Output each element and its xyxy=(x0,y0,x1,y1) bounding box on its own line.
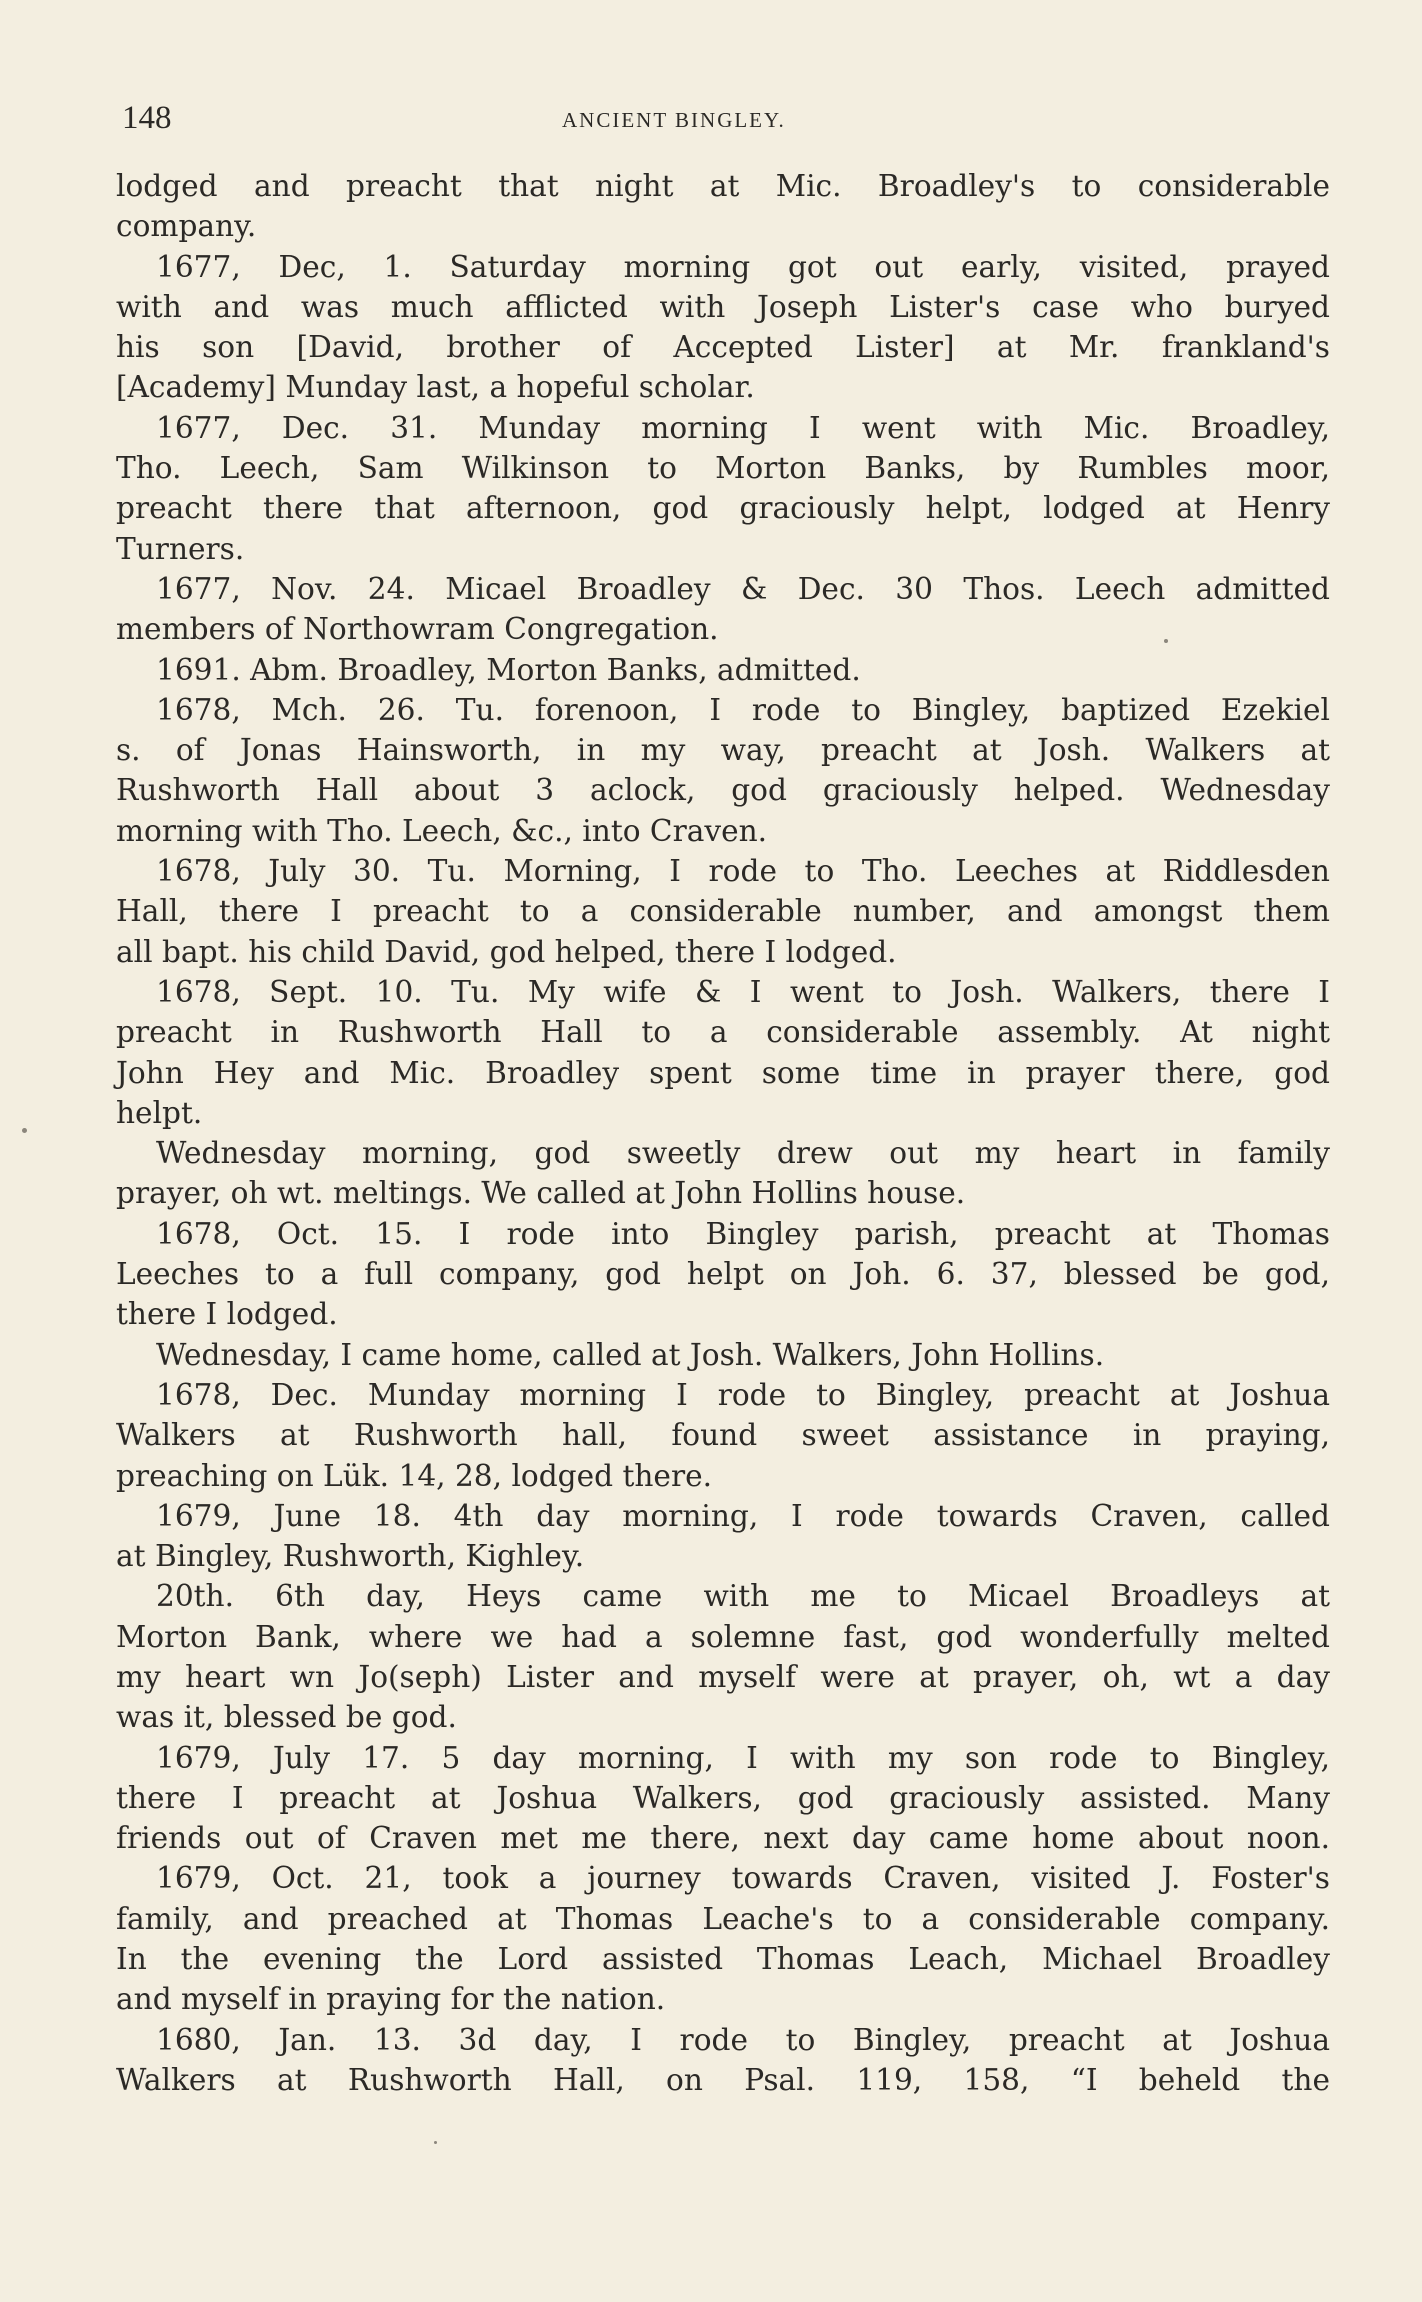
text-line: 1679, Oct. 21, took a journey towards Craven, visited J. Foster's xyxy=(156,1861,1330,1896)
margin-speck xyxy=(22,1128,27,1133)
text-line: 1677, Dec, 1. Saturday morning got out early, visited, prayed xyxy=(156,249,1330,284)
text-line: Walkers at Rushworth hall, found sweet assistance in praying, xyxy=(116,1418,1330,1453)
text-line: at Bingley, Rushworth, Kighley. xyxy=(116,1539,585,1574)
text-line: morning with Tho. Leech, &c., into Craven. xyxy=(116,813,768,848)
text-line: helpt. xyxy=(116,1095,203,1130)
text-line: lodged and preacht that night at Mic. Broadley's to considerable xyxy=(116,169,1330,203)
text-line: In the evening the Lord assisted Thomas Leach, Michael Broadley xyxy=(116,1942,1330,1977)
text-line: Wednesday, I came home, called at Josh. Walkers, John Hollins. xyxy=(156,1337,1105,1372)
text-line: Morton Bank, where we had a solemne fast, god wonderfully melted xyxy=(116,1619,1330,1654)
text-line: Leeches to a full company, god helpt on Joh. 6. 37, blessed be god, xyxy=(116,1257,1330,1292)
text-line: 1679, June 18. 4th day morning, I rode towards Craven, called xyxy=(156,1498,1330,1533)
text-line: my heart wn Jo(seph) Lister and myself were at prayer, oh, wt a day xyxy=(116,1659,1330,1694)
text-line: 1677, Nov. 24. Micael Broadley & Dec. 30 Thos. Leech admitted xyxy=(156,571,1330,606)
text-line: 1678, Dec. Munday morning I rode to Bingley, preacht at Joshua xyxy=(156,1377,1330,1412)
text-line: preaching on Lük. 14, 28, lodged there. xyxy=(116,1458,713,1493)
text-line: members of Northowram Congregation. xyxy=(116,612,719,647)
text-line: 1691. Abm. Broadley, Morton Banks, admitted. xyxy=(156,652,861,687)
text-line: Wednesday morning, god sweetly drew out my heart in family xyxy=(156,1136,1330,1171)
page-number: 148 xyxy=(122,100,172,136)
running-title: ANCIENT BINGLEY. xyxy=(562,108,786,132)
text-line: there I lodged. xyxy=(116,1297,338,1332)
text-line: 1678, Sept. 10. Tu. My wife & I went to Josh. Walkers, there I xyxy=(156,974,1330,1009)
text-line: preacht there that afternoon, god graciously helpt, lodged at Henry xyxy=(116,491,1330,526)
text-line: friends out of Craven met me there, next day came home about noon. xyxy=(116,1821,1330,1856)
text-line: family, and preached at Thomas Leache's to a considerable company. xyxy=(116,1901,1330,1936)
text-line: was it, blessed be god. xyxy=(116,1700,457,1735)
text-line: John Hey and Mic. Broadley spent some time in prayer there, god xyxy=(116,1055,1330,1090)
text-line: 1680, Jan. 13. 3d day, I rode to Bingley, preacht at Joshua xyxy=(156,2022,1330,2057)
text-line: company. xyxy=(116,209,257,244)
text-line: 1678, Oct. 15. I rode into Bingley parish, preacht at Thomas xyxy=(156,1216,1330,1251)
text-line: preacht in Rushworth Hall to a considerable assembly. At night xyxy=(116,1015,1330,1050)
paper-speck xyxy=(434,2141,437,2144)
text-line: and myself in praying for the nation. xyxy=(116,1982,666,2017)
text-line: Hall, there I preacht to a considerable number, and amongst them xyxy=(116,894,1330,929)
text-line: 1677, Dec. 31. Munday morning I went with Mic. Broadley, xyxy=(156,410,1330,445)
text-line: s. of Jonas Hainsworth, in my way, preacht at Josh. Walkers at xyxy=(116,733,1330,768)
text-line: 20th. 6th day, Heys came with me to Micael Broadleys at xyxy=(156,1579,1330,1614)
text-body xyxy=(116,166,1330,2100)
text-line: 1678, July 30. Tu. Morning, I rode to Tho. Leeches at Riddlesden xyxy=(156,854,1330,889)
text-line: 1678, Mch. 26. Tu. forenoon, I rode to Bingley, baptized Ezekiel xyxy=(156,692,1330,727)
text-line: Rushworth Hall about 3 aclock, god graciously helped. Wednesday xyxy=(116,773,1330,808)
page-header xyxy=(122,98,1332,142)
paper-speck xyxy=(1164,639,1168,643)
text-line: there I preacht at Joshua Walkers, god graciously assisted. Many xyxy=(116,1780,1330,1815)
text-line: Tho. Leech, Sam Wilkinson to Morton Banks, by Rumbles moor, xyxy=(116,451,1330,486)
text-line: 1679, July 17. 5 day morning, I with my son rode to Bingley, xyxy=(156,1740,1330,1775)
text-line: [Academy] Munday last, a hopeful scholar. xyxy=(116,370,755,405)
text-line: Turners. xyxy=(116,531,245,566)
text-line: Walkers at Rushworth Hall, on Psal. 119, 158, “I beheld the xyxy=(116,2062,1330,2097)
text-line: with and was much afflicted with Joseph Lister's case who buryed xyxy=(116,289,1330,324)
text-line: his son [David, brother of Accepted Lister] at Mr. frankland's xyxy=(116,330,1330,365)
text-line: all bapt. his child David, god helped, there I lodged. xyxy=(116,934,897,969)
text-line: prayer, oh wt. meltings. We called at John Hollins house. xyxy=(116,1176,966,1211)
